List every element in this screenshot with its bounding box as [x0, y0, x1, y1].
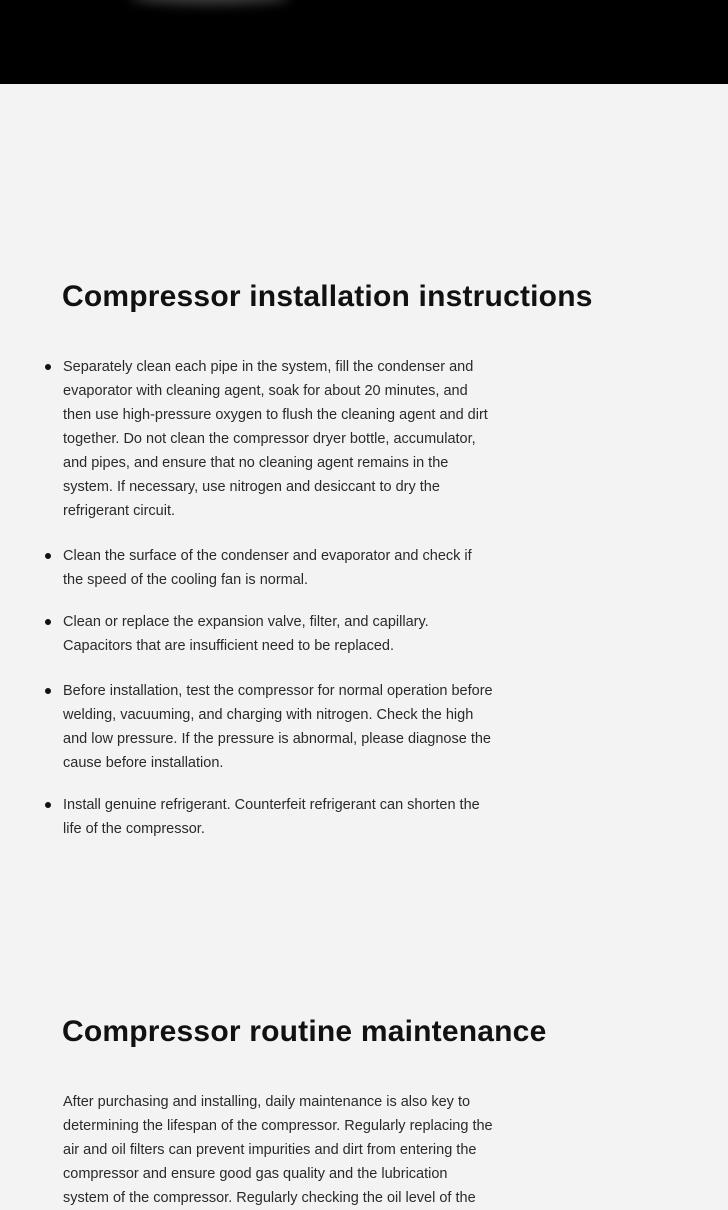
bullet-icon: [45, 553, 51, 559]
maintenance-title: Compressor routine maintenance: [62, 1015, 547, 1048]
bullet-icon: [45, 802, 51, 808]
list-item-text: Before installation, test the compressor for normal operation before welding, vacuuming, and charging with nitrogen. Check the high and low pressure. If the pressure is abnormal, please diagnose the cause before installation.: [63, 683, 493, 771]
list-item: [63, 610, 493, 658]
list-item-text: Clean the surface of the condenser and evaporator and check if the speed of the cooling fan is normal.: [63, 548, 472, 588]
list-item-text: Install genuine refrigerant. Counterfeit refrigerant can shorten the life of the compressor.: [63, 797, 480, 837]
top-banner: [0, 0, 728, 84]
list-item-text: Clean or replace the expansion valve, filter, and capillary. Capacitors that are insufficient need to be replaced.: [63, 614, 429, 654]
installation-title: Compressor installation instructions: [62, 280, 593, 313]
list-item: [63, 679, 493, 775]
list-item: [63, 355, 493, 523]
banner-glow: [130, 0, 290, 4]
bullet-icon: [45, 619, 51, 625]
maintenance-paragraph: After purchasing and installing, daily maintenance is also key to determining the lifespan of the compressor. Regularly replacing the air and oil filters can prevent impurities and dirt from entering the compressor and ensure good gas quality and the lubrication system of the compressor. Regularly checking the oil level of the: [63, 1094, 493, 1206]
list-item: [63, 793, 493, 841]
bullet-icon: [45, 364, 51, 370]
bullet-icon: [45, 688, 51, 694]
list-item: [63, 544, 493, 592]
list-item-text: Separately clean each pipe in the system, fill the condenser and evaporator with cleaning agent, soak for about 20 minutes, and then use high-pressure oxygen to flush the cleaning agent and dirt together. Do not clean the compressor dryer bottle, accumulator, and pipes, and ensure that no cleaning agent remains in the system. If necessary, use nitrogen and desiccant to dry the refrigerant circuit.: [63, 359, 488, 519]
